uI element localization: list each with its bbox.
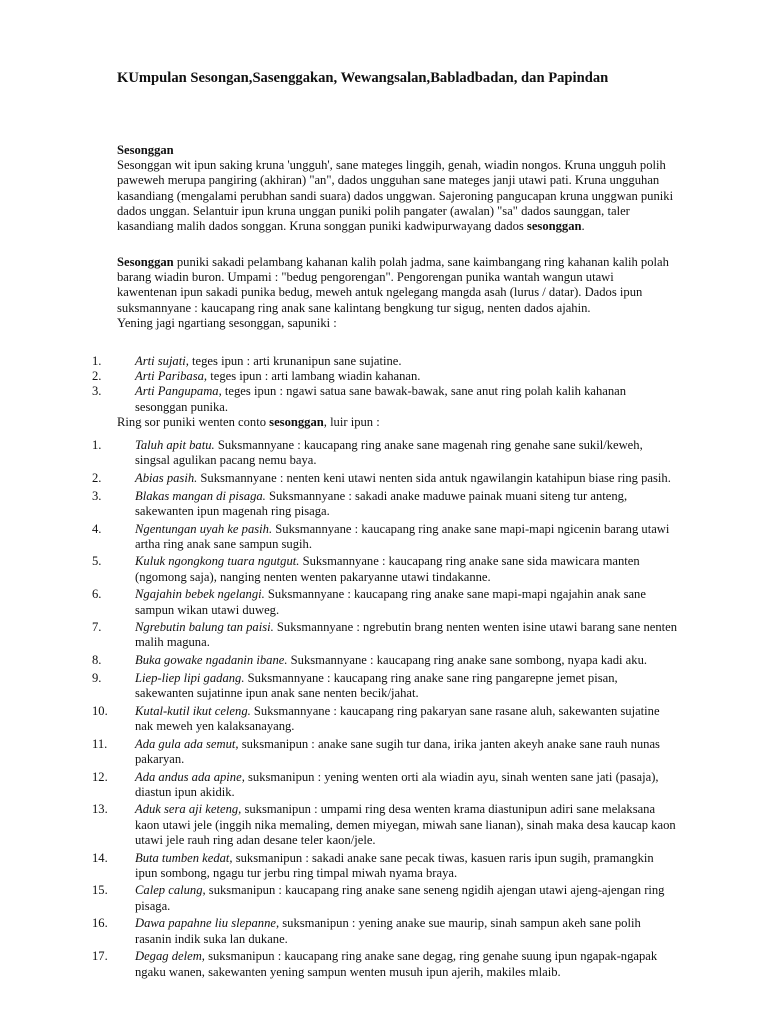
list-item [92,916,677,946]
list-term: Buta tumben kedat, [135,850,233,865]
explanation-lead: Yening jagi ngartiang sesonggan, sapuniki : [117,315,337,330]
list-item [92,769,677,800]
list-term: Arti sujati, [135,354,189,368]
list-item [92,354,677,369]
list-number: 2. [92,369,102,384]
list-item [92,883,677,913]
paragraph-text: puniki sakadi pelambang kahanan kalih polah jadma, sane kaimbangang ring kahanan kalih polah barang wiadin buron. Umpami : "bedug pengorengan". Pengorengan punika wantah wangun utawi kawentenan ipun sakadi punika bedug, meweh antuk ngelegang mangda asah (lurus / datar). Dados ipun suksmannyane : kaucapang ring anak sane kalintang bengkung tur sigug, nenten dados ajahin. [117,255,669,315]
list-text: Suksmannyane : kaucapang ring anake sane sida mawicara manten (ngomong saja), nanging nenten wenten pakaryanne utawi tindakanne. [135,554,640,584]
list-text: Suksmannyane : kaucapang ring anake sane sombong, nyapa kadi aku. [287,653,648,668]
list-number: 7. [92,620,102,635]
list-number: 4. [92,521,102,536]
list-text: suksmanipun : yening wenten orti ala wiadin ayu, sinah wenten sane jati (pasaja), diastun ipun akidik. [135,769,659,799]
document-title: KUmpulan Sesongan,Sasenggakan, Wewangsalan,Babladbadan, dan Papindan [117,70,609,86]
list-number: 1. [92,438,102,452]
list-number: 9. [92,670,102,685]
definition-paragraph [117,158,677,234]
meaning-types-list [92,354,677,430]
list-text: Suksmannyane : kaucapang ring anake sane mapi-mapi ngicenin barang utawi artha ring anak sane sampun sugih. [135,521,670,551]
list-item [92,620,678,650]
list-term: Taluh apit batu. [135,438,215,452]
list-item [92,554,677,584]
list-text: Suksmannyane : kaucapang ring anake sane ring pangarepne jemet pisan, sakewanten sujatinne ipun anak sane nenten becik/jahat. [135,670,618,701]
list-text: suksmanipun : sakadi anake sane pecak tiwas, kasuen raris ipun sugih, pramangkin ipun sombong, ngagu tur jerbu ring timpal miwah nyama braya. [135,850,654,880]
list-term: Calep calung, [135,883,206,898]
list-item [92,587,677,617]
list-item [92,384,677,414]
bold-term: sesonggan [526,219,582,234]
list-text: Suksmannyane : kaucapang ring anake sane mapi-mapi ngajahin anak sane sampun wikan utawi duweg. [135,587,646,617]
list-term: Aduk sera aji keteng, [135,802,242,817]
list-term: Kuluk ngongkong tuara ngutgut. [135,554,300,569]
list-number: 10. [92,703,108,718]
list-item [92,736,677,767]
list-term: Liep-liep lipi gadang. [135,670,245,685]
list-term: Arti Pangupama, [135,384,222,399]
list-term: Arti Paribasa, [135,369,208,384]
list-text: teges ipun : arti krunanipun sane sujatine. [188,354,402,368]
list-text: Suksmannyane : nenten keni utawi nenten sida antuk ngawilangin katahipun biase ring pasih. [197,470,671,485]
examples-list [92,438,678,982]
list-number: 12. [92,769,108,784]
list-number: 3. [92,488,102,503]
list-term: Abias pasih. [135,470,198,485]
list-item [92,949,677,979]
list-item [92,653,677,668]
list-item [92,438,677,468]
list-number: 3. [92,384,102,399]
list-term: Ada andus ada apine, [135,769,245,784]
list-number: 11. [92,736,108,751]
list-item [92,703,677,734]
paragraph-end: . [581,219,585,234]
list-text: teges ipun : arti lambang wiadin kahanan. [207,369,421,384]
list-text: suksmanipun : anake sane sugih tur dana, irika janten akeyh anake sane rauh nunas pakaryan. [135,736,660,766]
list-text: Suksmannyane : ngrebutin brang nenten wenten isine utawi barang sane nenten malih maguna. [135,620,678,650]
list-text: teges ipun : ngawi satua sane bawak-bawak, sane anut ring polah kalih kahanan sesonggan punika. [135,384,627,414]
list-number: 8. [92,653,102,668]
list-text: Suksmannyane : kaucapang ring pakaryan sane rasane aluh, sakewanten sujatine nak meweh yen kalaksanayang. [135,703,660,733]
list-term: Kutal-kutil ikut celeng. [135,703,251,718]
list-text: suksmanipun : kaucapang ring anake sane degag, ring genahe suung ipun ngapak-ngapak ngaku wanen, sakewanten yening sampun wenten musuh ipun ajerih, makiles mlaib. [135,949,658,979]
intro-text: Ring sor puniki wenten conto [117,414,270,429]
list-number: 13. [92,802,108,817]
list-text: suksmanipun : umpami ring desa wenten krama diastunipun adiri sane melaksana kaon utawi jele (inggih nika memaling, demen miyegan, miwah sane lianan), sinah maka desa kaucap kaon utawi jele rauh ring adan desane teler kaon/jele. [135,802,676,847]
list-number: 14. [92,850,108,865]
explanation-paragraph [117,255,677,316]
list-number: 6. [92,587,102,602]
list-item [92,488,677,519]
list-item [92,369,677,384]
list-text: Suksmannyane : sakadi anake maduwe painak muani siteng tur anteng, sakewanten ipun magenah ring pisaga. [135,488,628,518]
list-number: 2. [92,470,102,485]
list-term: Blakas mangan di pisaga. [135,488,266,503]
examples-intro [117,415,677,430]
list-term: Ngajahin bebek ngelangi. [135,587,265,602]
list-item [92,802,677,848]
list-number: 5. [92,554,102,569]
intro-end: , luir ipun : [323,414,380,429]
paragraph-text: Sesonggan wit ipun saking kruna 'ungguh', sane mateges linggih, genah, wiadin nongos. Kruna ungguh polih paweweh merupa pangiring (akhiran) "an", dados ungguhan sane mateges janji utawi pati. Kruna ungguhan kasandiang (mengalami perubhan sandi suara) dados unggwan. Sajeroning pangucapan kruna unggwan puniki dados unggan. Selantuir ipun kruna unggan puniki polih pangater (awalan) "sa" dados saunggan, taler kasandiang malih dados songgan. Kruna songgan puniki kadwipurwayang dados [117,158,674,234]
list-term: Ada gula ada semut, [135,736,239,751]
bold-term: Sesonggan [117,255,174,269]
list-item [92,521,677,552]
list-number: 1. [92,354,102,368]
list-term: Buka gowake ngadanin ibane. [135,653,288,668]
list-item [92,850,677,881]
list-term: Ngentungan uyah ke pasih. [135,521,273,536]
list-term: Ngrebutin balung tan paisi. [135,620,274,635]
section-sesonggan-definition [117,143,677,234]
list-number: 16. [92,916,108,931]
list-text: suksmanipun : yening anake sue maurip, sinah sampun akeh sane polih rasanin indik suka lan dukane. [135,916,641,946]
list-text: suksmanipun : kaucapang ring anake sane seneng ngidih ajengan utawi ajeng-ajengan ring pisaga. [135,883,665,913]
section-sesonggan-explanation [117,255,677,331]
list-item [92,470,677,486]
list-number: 15. [92,883,108,898]
list-text: Suksmannyane : kaucapang ring anake sane magenah ring genahe sane sukil/keweh, singsal agulikan pacang nemu baya. [135,438,643,468]
list-term: Dawa papahne liu slepanne, [135,916,280,931]
list-term: Degag delem, [135,949,205,964]
section-heading: Sesonggan [117,143,174,157]
list-number: 17. [92,949,108,964]
bold-term: sesonggan [269,414,324,429]
list-item [92,670,677,701]
